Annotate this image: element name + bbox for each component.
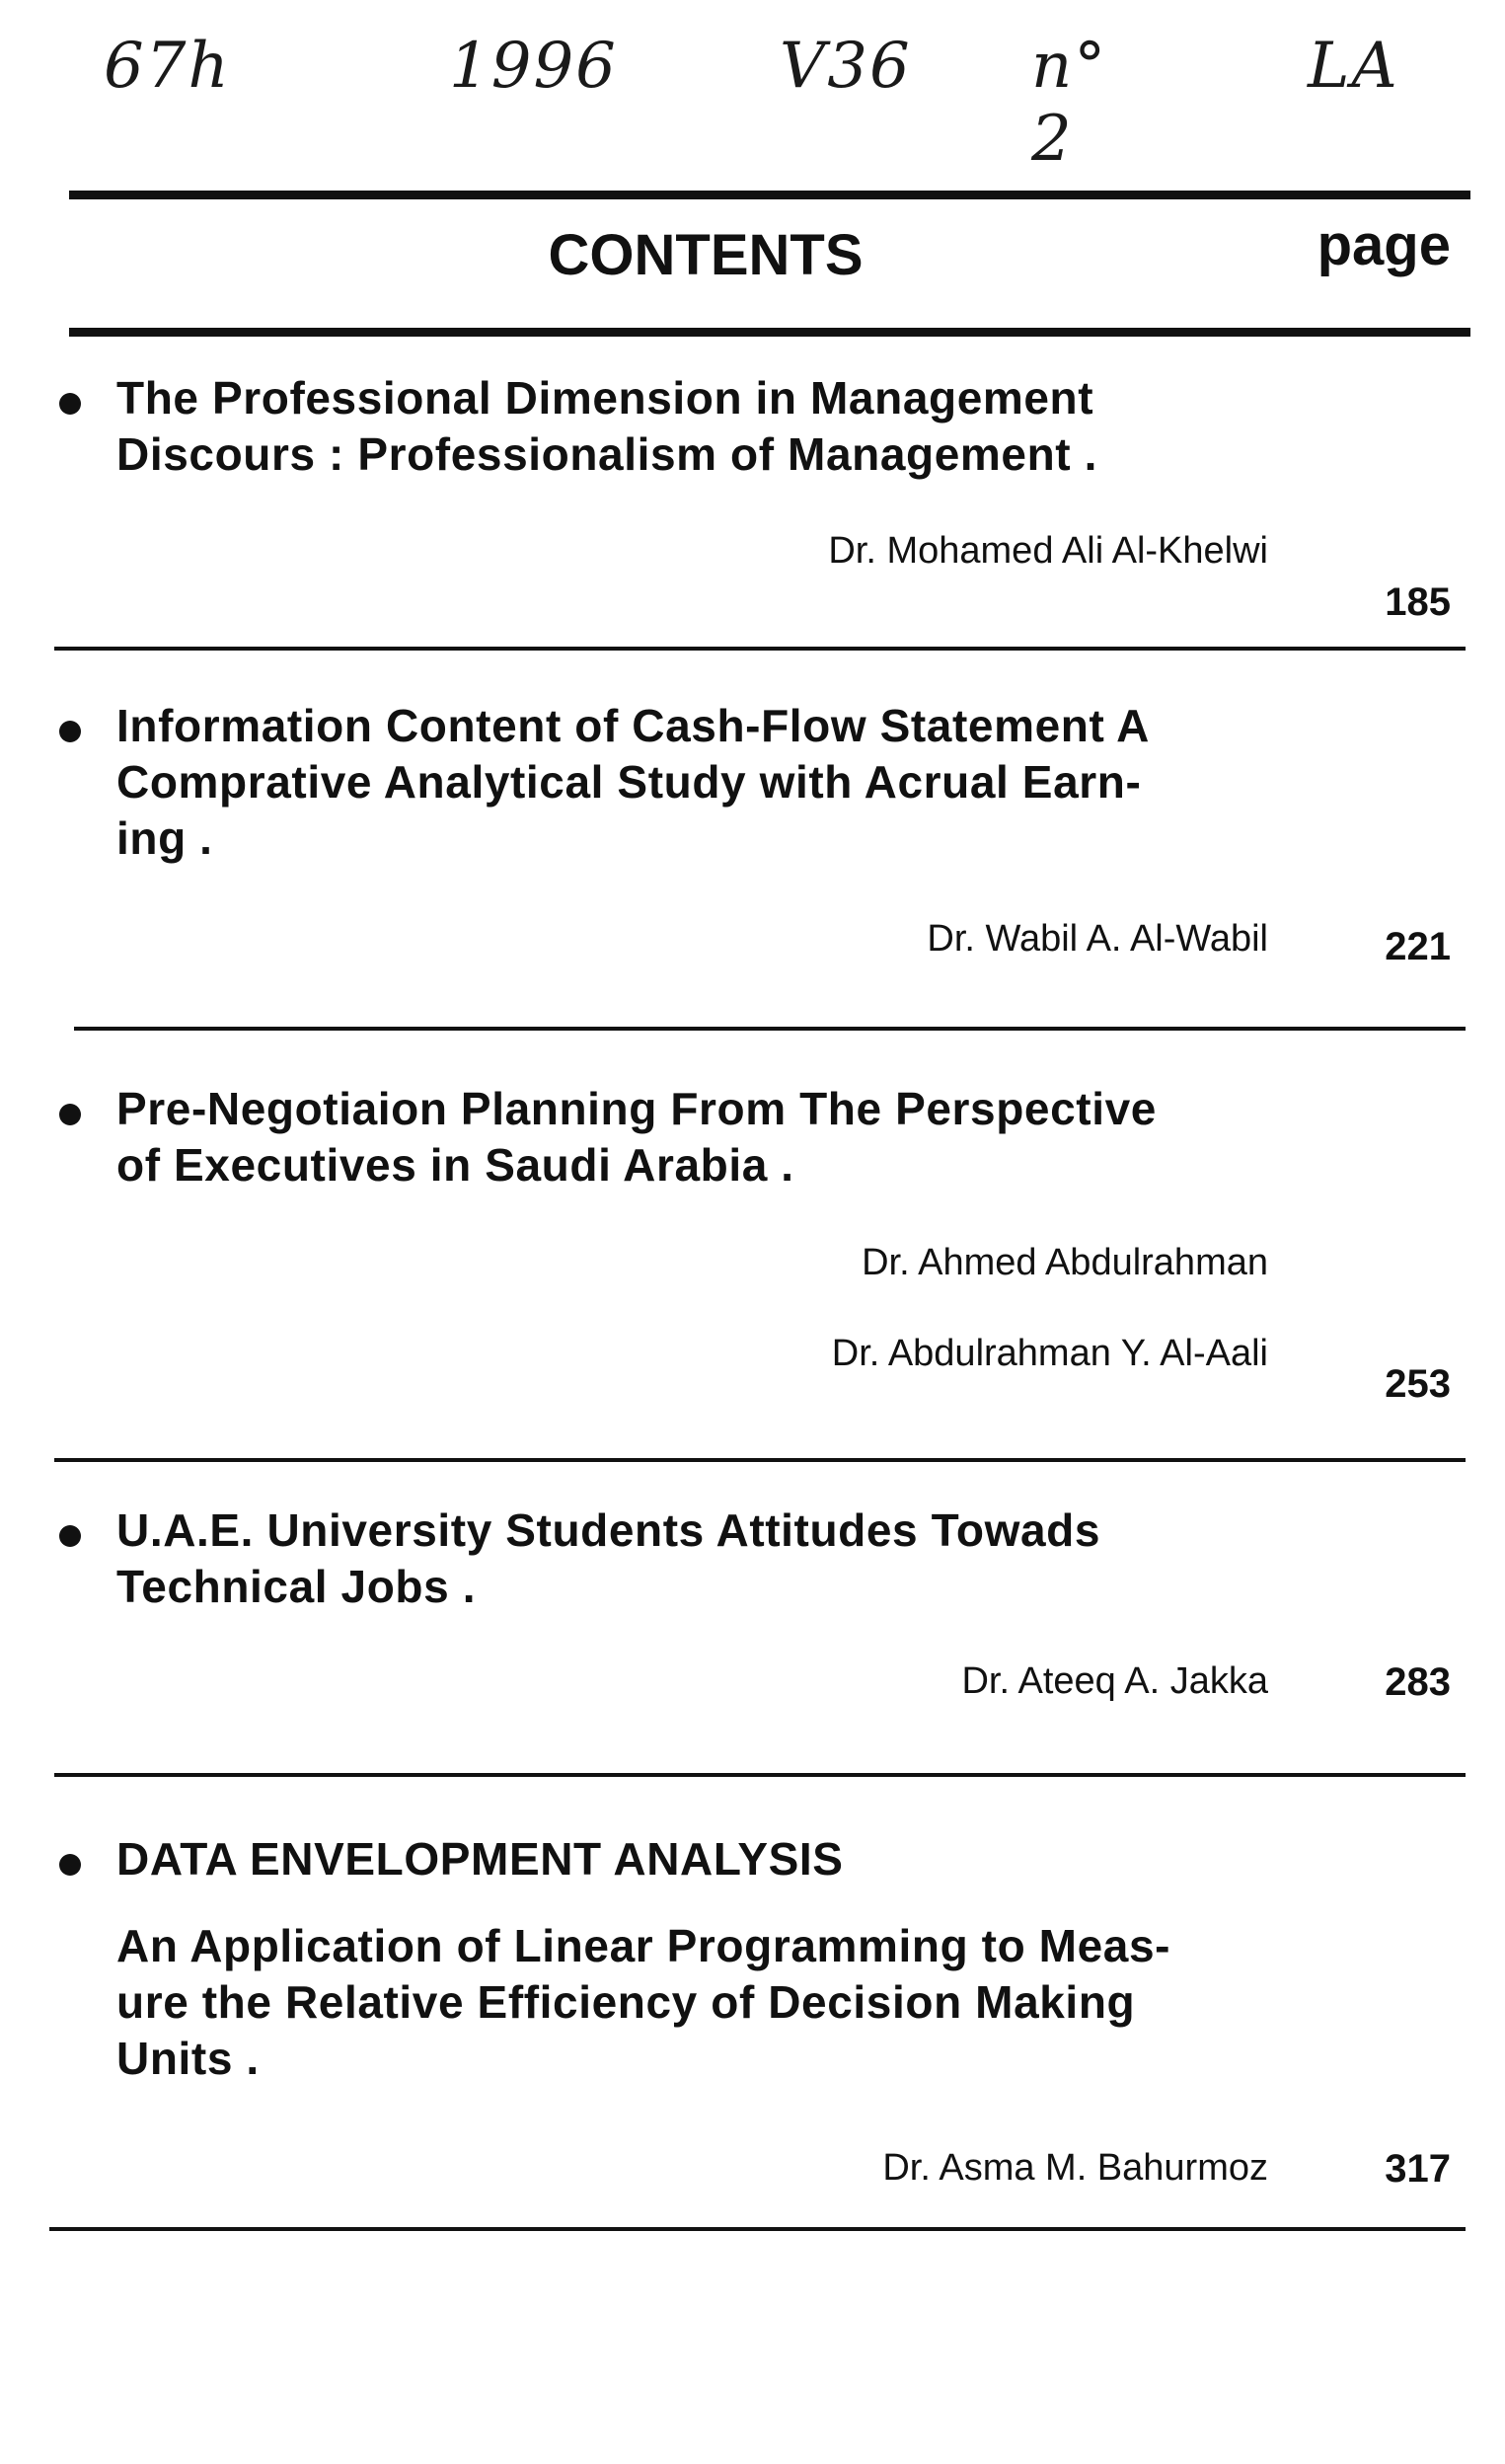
handwritten-note: 67h: [104, 30, 231, 103]
contents-title: CONTENTS: [548, 223, 864, 287]
entry-title: DATA ENVELOPMENT ANALYSIS: [116, 1833, 844, 1885]
bullet-icon: [59, 393, 81, 415]
bullet-icon: [59, 1104, 81, 1125]
handwritten-note: 1996: [449, 30, 618, 103]
entry-page-number: 221: [1385, 925, 1451, 968]
entry-page-number: 185: [1385, 580, 1451, 624]
entry-divider: [54, 647, 1466, 651]
entry-divider: [54, 1458, 1466, 1462]
handwritten-note: V36: [780, 30, 912, 103]
entry-page-number: 253: [1385, 1362, 1451, 1406]
entry-title: U.A.E. University Students Attitudes Towads Technical Jobs .: [116, 1504, 1101, 1612]
entry-author: Dr. Ateeq A. Jakka: [961, 1660, 1268, 1702]
entry-page-number: 317: [1385, 2147, 1451, 2191]
entry-author: Dr. Wabil A. Al-Wabil: [927, 918, 1268, 960]
entry-page-number: 283: [1385, 1660, 1451, 1704]
handwritten-note: LA: [1308, 30, 1399, 103]
page-column-label: page: [1317, 213, 1451, 277]
entry-divider: [74, 1027, 1466, 1031]
header-top-rule: [69, 191, 1470, 199]
entry-author: Dr. Asma M. Bahurmoz: [882, 2147, 1268, 2189]
header-bottom-rule: [69, 328, 1470, 337]
entry-author: Dr. Abdulrahman Y. Al-Aali: [831, 1333, 1268, 1374]
bullet-icon: [59, 721, 81, 742]
entry-author: Dr. Mohamed Ali Al-Khelwi: [828, 530, 1268, 572]
entry-divider: [54, 1773, 1466, 1777]
entry-title: Information Content of Cash-Flow Statement A Comprative Analytical Study with Acrual Earn- ing .: [116, 700, 1150, 864]
entry-divider: [49, 2227, 1466, 2231]
bullet-icon: [59, 1854, 81, 1876]
entry-author: Dr. Ahmed Abdulrahman: [862, 1242, 1268, 1283]
entry-title: Pre-Negotiaion Planning From The Perspective of Executives in Saudi Arabia .: [116, 1083, 1157, 1191]
bullet-icon: [59, 1525, 81, 1547]
entry-subtitle: An Application of Linear Programming to Meas- ure the Relative Efficiency of Decision Making Units .: [116, 1920, 1171, 2084]
entry-title: The Professional Dimension in Management Discours : Professionalism of Management .: [116, 372, 1097, 480]
handwritten-note: n° 2: [1031, 30, 1108, 176]
